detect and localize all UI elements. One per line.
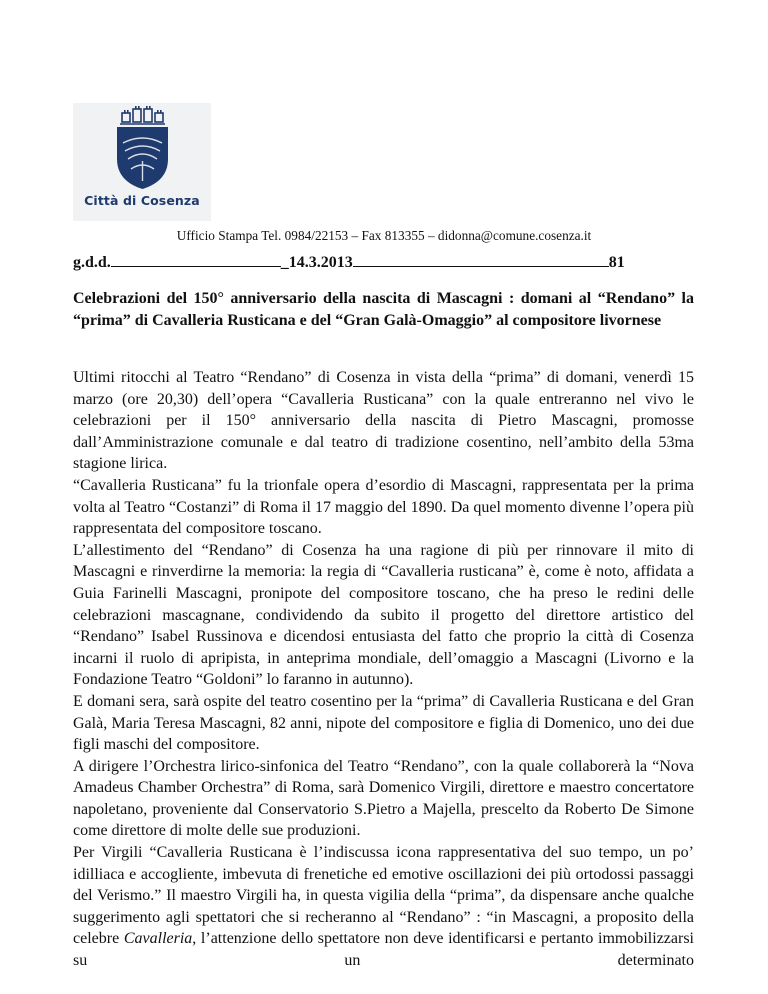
release-meta — [73, 252, 639, 272]
paragraph-text: , l’attenzione dello spettatore non deve identificarsi e pertanto immobilizzarsi su un determinato — [73, 930, 694, 970]
paragraph: L’allestimento del “Rendano” di Cosenza ha una ragione di più per rinnovare il mito di Mascagni e rinverdirne la memoria: la regia di “Cavalleria rusticana” è, come è noto, affidata a Guia Farinelli Mascagni, pronipote del compositore toscano, che ha preso le redini delle celebrazioni mascagnane, condividendo da subito il progetto del direttore artistico del “Rendano” Isabel Russinova e dicendosi entusiasta del fatto che proprio la città di Cosenza incarni il ruolo di apripista, in anteprima mondiale, dell’omaggio a Mascagni (Livorno e la Fondazione Teatro “Goldoni” lo faranno in autunno). — [73, 541, 694, 689]
opera-title-italic: Cavalleria — [123, 930, 193, 948]
release-number: 81 — [608, 254, 625, 271]
press-release-body — [73, 367, 694, 972]
paragraph: Ultimi ritocchi al Teatro “Rendano” di Cosenza in vista della “prima” di domani, venerdì 15 marzo (ore 20,30) dell’opera “Cavalleria Rusticana” con la quale entreranno nel vivo le celebrazioni per il 150° anniversario della nascita di Pietro Mascagni, promosse dall’Amministrazione comunale e dal teatro di tradizione cosentino, nell’ambito della 53ma stagione lirica. — [73, 369, 694, 473]
logo-text: Città di Cosenza — [84, 193, 200, 208]
paragraph-last — [73, 842, 694, 972]
press-office-contacts: Ufficio Stampa Tel. 0984/22153 – Fax 813355 – didonna@comune.cosenza.it — [176, 228, 592, 243]
city-logo — [73, 103, 211, 221]
city-crest-icon — [73, 103, 211, 193]
author-initials: g.d.d. — [73, 254, 111, 271]
paragraph: A dirigere l’Orchestra lirico-sinfonica del Teatro “Rendano”, con la quale collaborerà la “Nova Amadeus Chamber Orchestra” di Roma, sarà Domenico Virgili, direttore e maestro concertatore napoletano, proveniente dal Conservatorio S.Pietro a Majella, prescelto da Roberto De Simone come direttore di molte delle sue produzioni. — [73, 757, 694, 840]
paragraph: “Cavalleria Rusticana” fu la trionfale opera d’esordio di Mascagni, rappresentata per la prima volta al Teatro “Costanzi” di Roma il 17 maggio del 1890. Da quel momento divenne l’opera più rappresentata del compositore toscano. — [73, 476, 694, 538]
separator-line — [111, 252, 281, 267]
separator-line — [353, 252, 609, 267]
paragraph-text: Per Virgili “Cavalleria Rusticana è l’indiscussa icona rappresentativa del suo tempo, un po’ idilliaca e accogliente, imbevuta di frenetiche ed emotive oscillazioni dei più ortodossi passaggi del Verismo.” Il maestro Virgili ha, in questa vigilia della “prima”, da dispensare anche qualche suggerimento agli spettatori che si recheranno al “Rendano” : “in Mascagni, a proposito della celebre — [73, 844, 694, 948]
paragraph: E domani sera, sarà ospite del teatro cosentino per la “prima” di Cavalleria Rusticana e del Gran Galà, Maria Teresa Mascagni, 82 anni, nipote del compositore e figlia di Domenico, uno dei due figli maschi del compositore. — [73, 692, 694, 754]
release-date: _14.3.2013 — [280, 254, 353, 271]
press-release-title: Celebrazioni del 150° anniversario della nascita di Mascagni : domani al “Rendano” la “prima” di Cavalleria Rusticana e del “Gran Galà-Omaggio” al compositore livornese — [73, 290, 694, 329]
